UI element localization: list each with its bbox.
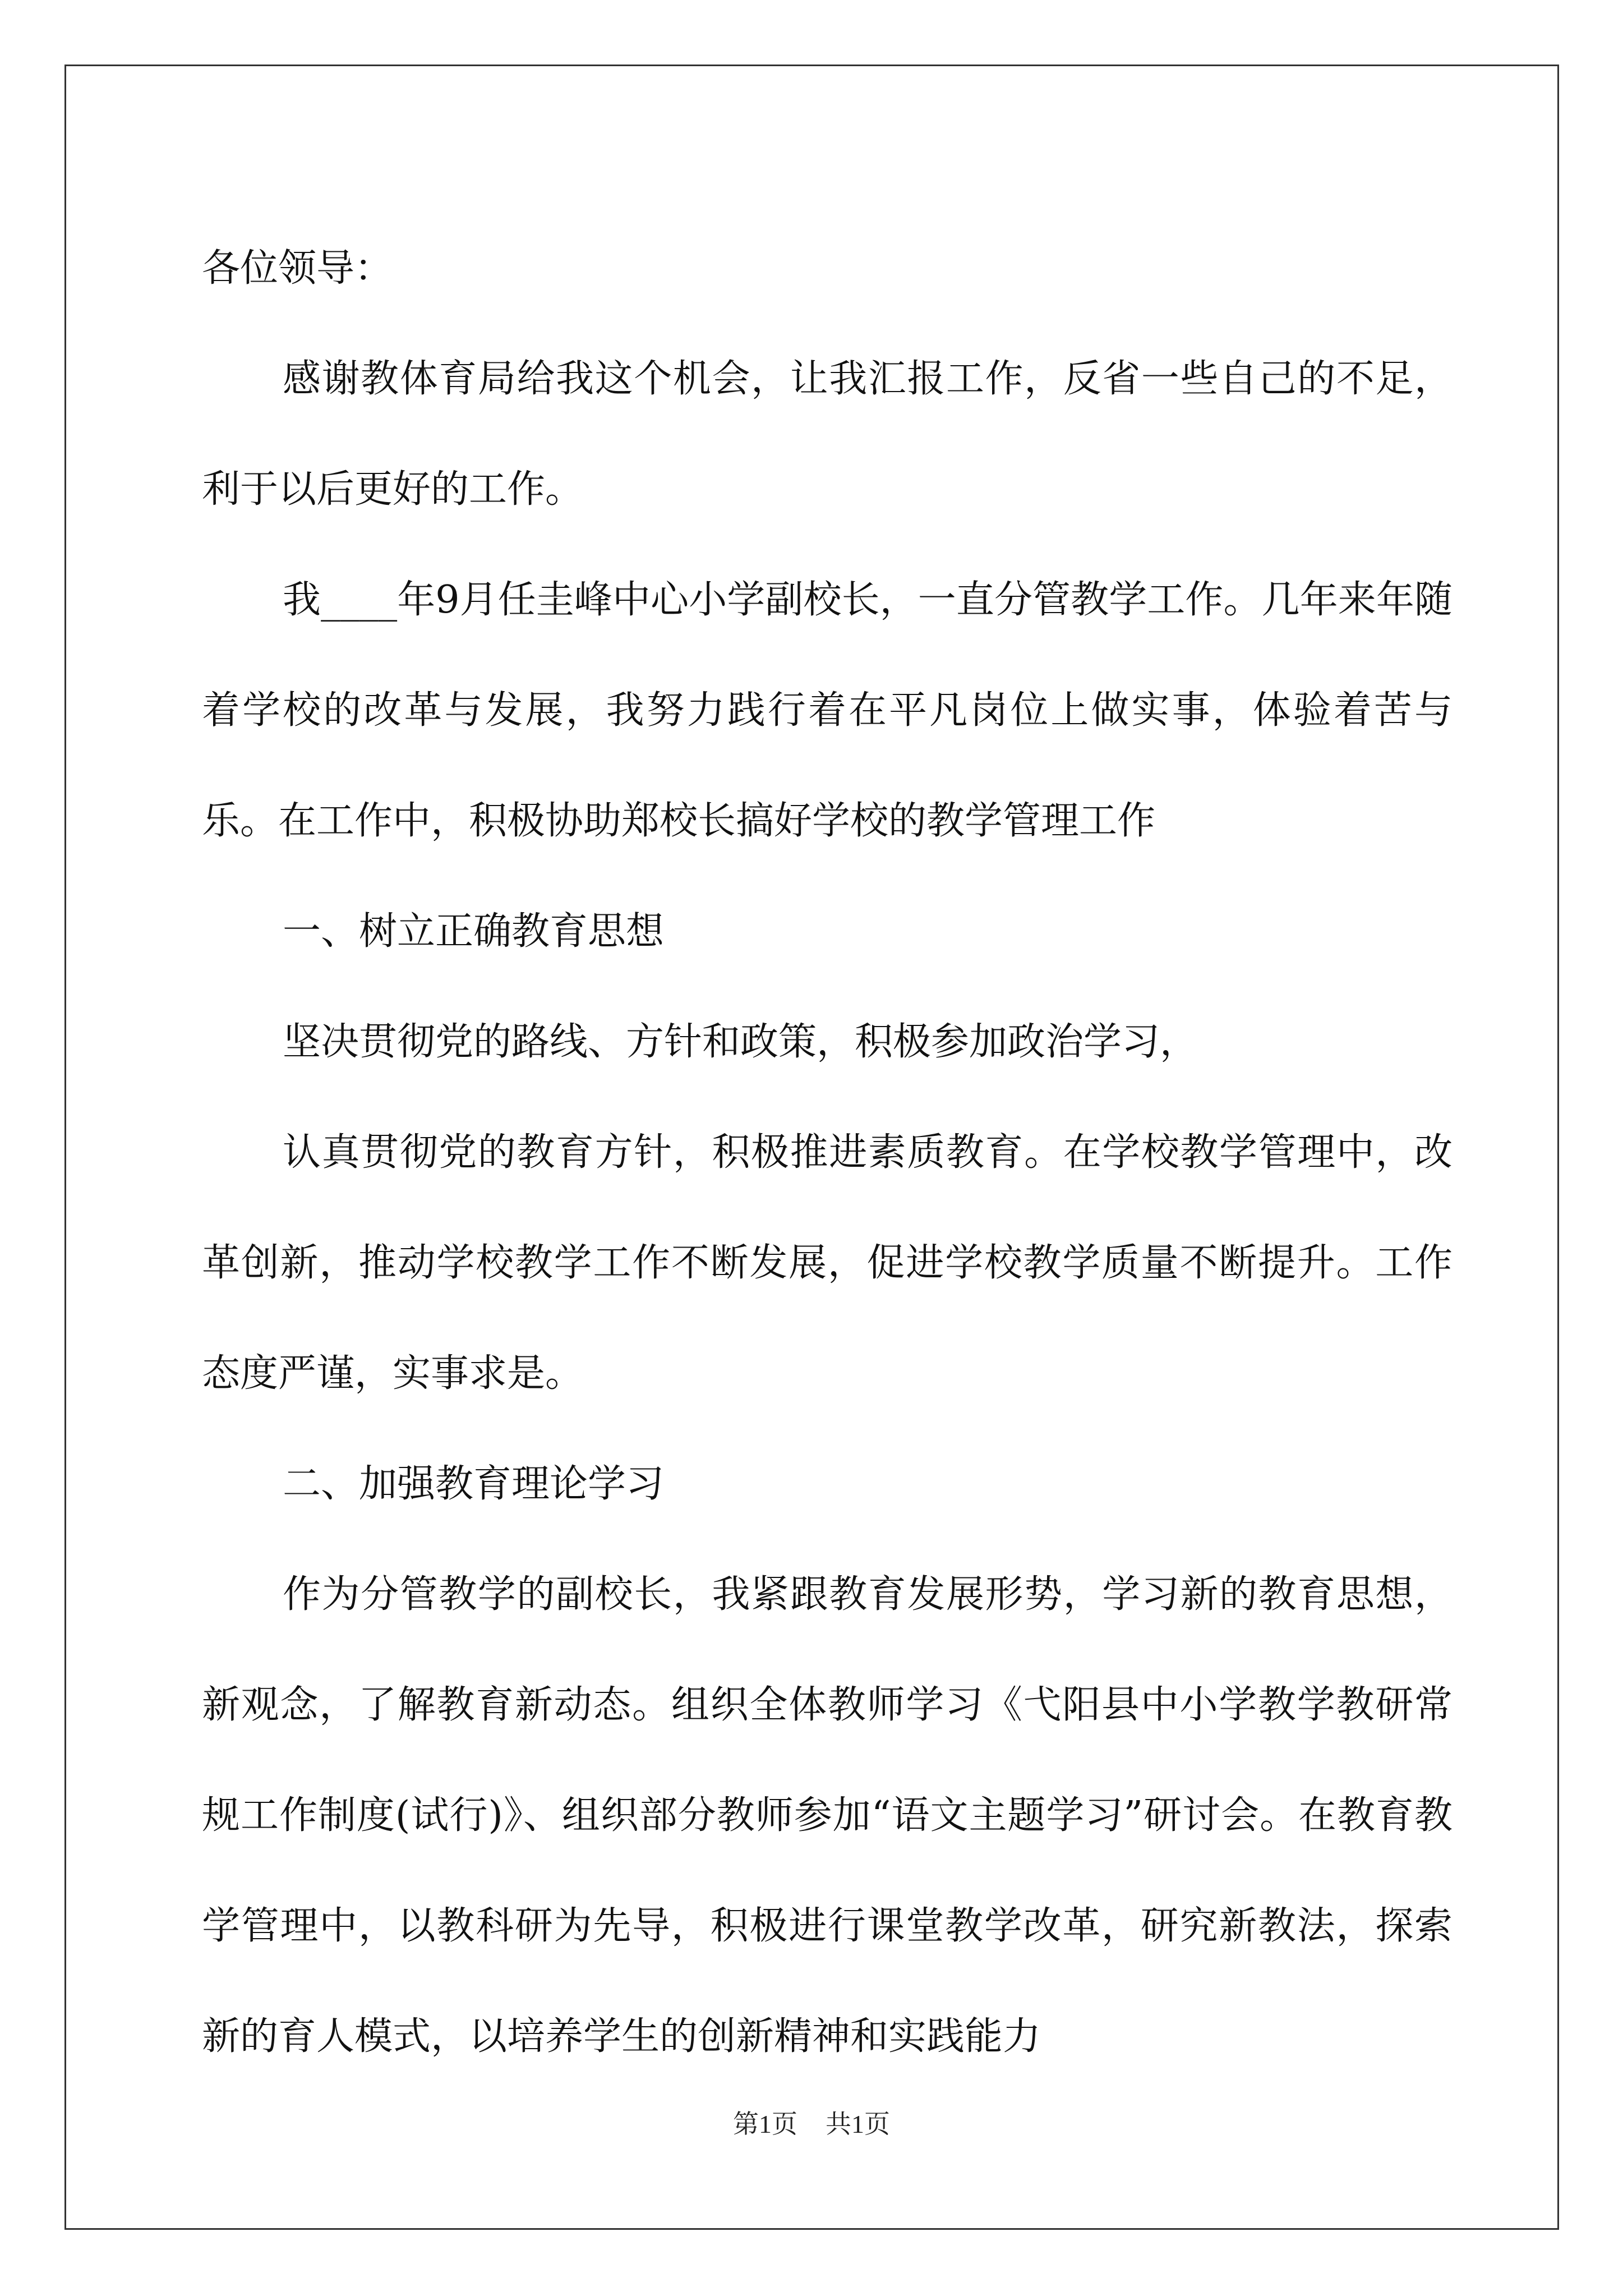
paragraph-thanks: 感谢教体育局给我这个机会，让我汇报工作，反省一些自己的不足，利于以后更好的工作。 xyxy=(202,357,1453,512)
paragraph-policy: 坚决贯彻党的路线、方针和政策，积极参加政治学习， xyxy=(283,1020,1198,1064)
document-body xyxy=(202,213,1453,2092)
page-footer xyxy=(0,2104,1623,2141)
section-heading-2: 二、加强教育理论学习 xyxy=(283,1462,665,1506)
section-heading-1: 一、树立正确教育思想 xyxy=(283,909,665,954)
paragraph-theory-study: 作为分管教学的副校长，我紧跟教育发展形势，学习新的教育思想，新观念，了解教育新动态。组织全体教师学习《弋阳县中小学教学教研常规工作制度(试行)》、组织部分教师参加“语文主题学习”研讨会。在教育教学管理中，以教科研为先导，积极进行课堂教学改革，研究新教法，探索新的育人模式，以培养学生的创新精神和实践能力 xyxy=(202,1572,1453,2059)
page-number-total: 共1页 xyxy=(826,2110,890,2138)
paragraph-education-policy: 认真贯彻党的教育方针，积极推进素质教育。在学校教学管理中，改革创新，推动学校教学工作不断发展，促进学校教学质量不断提升。工作态度严谨，实事求是。 xyxy=(202,1130,1453,1396)
salutation: 各位领导： xyxy=(202,246,393,291)
paragraph-intro: 我____年9月任圭峰中心小学副校长，一直分管教学工作。几年来年随着学校的改革与发展，我努力践行着在平凡岗位上做实事，体验着苦与乐。在工作中，积极协助郑校长搞好学校的教学管理工作 xyxy=(202,578,1453,843)
page-number-current: 第1页 xyxy=(733,2110,797,2138)
